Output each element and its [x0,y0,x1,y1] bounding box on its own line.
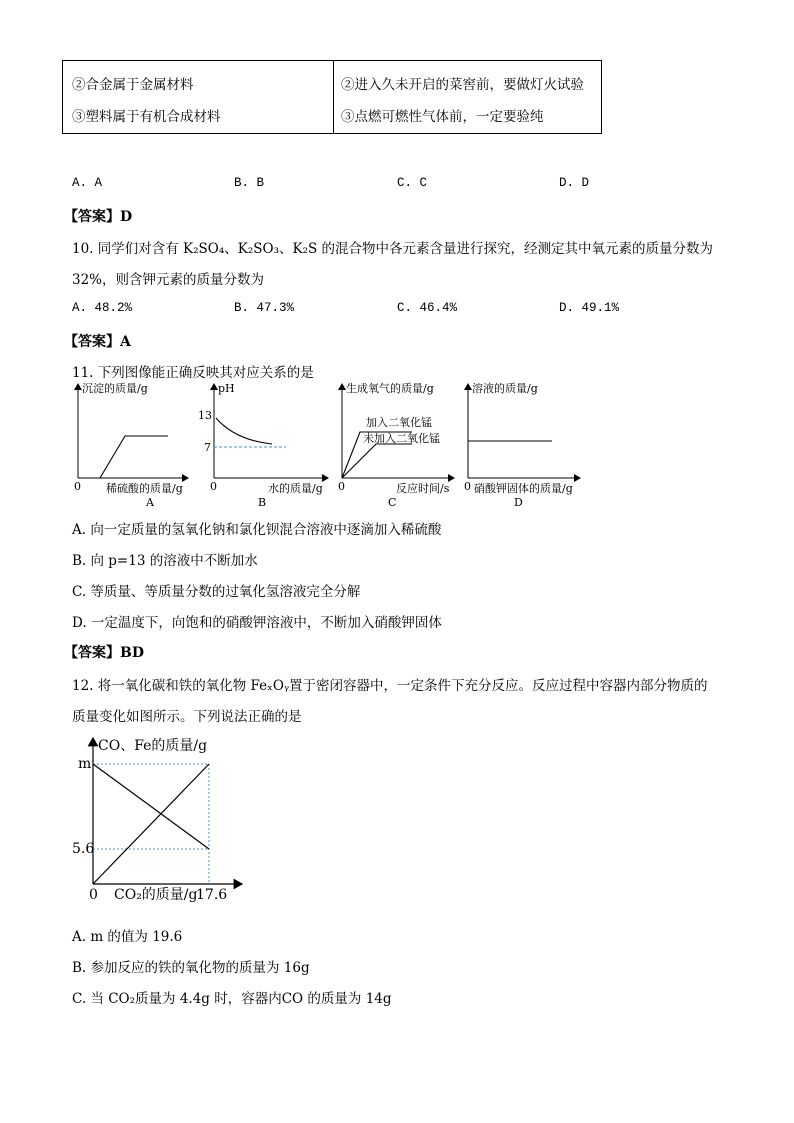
q11-option-b[interactable]: B. 向 p=13 的溶液中不断加水 [72,553,258,569]
graph-b-tick-7: 7 [204,441,211,454]
q12-stem-line-1: 12. 将一氧化碳和铁的氧化物 FeₓOᵧ置于密闭容器中，一定条件下充分反应。反应过程中容器内部分物质的 [72,678,708,694]
graph-a-origin: 0 [74,480,81,493]
graph-c [338,381,454,509]
graph-b-curve [216,418,272,444]
graph-c-xlabel: 反应时间/s [396,482,450,495]
graph-a-xlabel: 稀硫酸的质量/g [106,482,183,495]
q12-graph [72,732,262,904]
graph-b-letter: B [258,496,267,509]
table-cell-right [334,61,602,134]
q10-option-c[interactable]: C. 46.4% [397,301,458,315]
q12-tick-17-6: 17.6 [196,887,228,903]
q9-option-d[interactable]: D. D [559,176,590,190]
table-left-line-2: ③塑料属于有机合成材料 [72,109,221,125]
q12-line-fe [93,764,209,884]
graph-a [74,381,188,509]
q12-option-a[interactable]: A. m 的值为 19.6 [72,929,183,945]
q9-option-a[interactable]: A. A [72,176,103,190]
q11-option-d[interactable]: D. 一定温度下，向饱和的硝酸钾溶液中，不断加入硝酸钾固体 [72,615,442,631]
q12-stem-line-2: 质量变化如图所示。下列说法正确的是 [72,709,302,725]
q11-graphs [60,380,600,510]
q10-answer: 【答案】A [64,334,131,350]
q10-option-d[interactable]: D. 49.1% [559,301,620,315]
graph-a-ylabel: 沉淀的质量/g [82,382,148,395]
q11-option-c[interactable]: C. 等质量、等质量分数的过氧化氢溶液完全分解 [72,584,361,600]
graph-b-xlabel: 水的质量/g [268,482,323,495]
graph-c-label-1: 加入二氧化锰 [366,416,432,429]
q12-ylabel: CO、Fe的质量/g [98,738,208,754]
table-cell-left [63,61,334,134]
q9-option-c[interactable]: C. C [397,176,428,190]
q11-stem: 11. 下列图像能正确反映其对应关系的是 [72,365,314,381]
graph-c-ylabel: 生成氧气的质量/g [346,382,434,395]
q12-option-c[interactable]: C. 当 CO₂质量为 4.4g 时，容器内CO 的质量为 14g [72,991,392,1007]
graph-c-origin: 0 [338,480,345,493]
q12-option-b[interactable]: B. 参加反应的铁的氧化物的质量为 16g [72,960,310,976]
graph-d-letter: D [514,496,523,509]
graph-c-letter: C [388,496,397,509]
graph-b-origin: 0 [210,480,217,493]
graph-a-letter: A [146,496,154,509]
q11-answer: 【答案】BD [64,645,144,661]
q12-tick-m: m [78,756,92,772]
graph-a-line [100,436,168,478]
graph-c-line-no-catalyst [342,444,412,478]
comparison-table [62,60,602,134]
q9-answer: 【答案】D [64,209,133,225]
q12-origin: 0 [89,887,98,903]
q10-option-a[interactable]: A. 48.2% [72,301,133,315]
q11-option-a[interactable]: A. 向一定质量的氢氧化钠和氯化钡混合溶液中逐滴加入稀硫酸 [72,522,442,538]
q12-line-co [93,764,209,849]
graph-d-origin: 0 [464,480,471,493]
graph-d-xlabel: 硝酸钾固体的质量/g [474,482,573,495]
q12-xlabel: CO₂的质量/g [114,887,198,903]
graph-b-tick-13: 13 [198,409,212,422]
graph-b-ylabel: pH [218,382,235,395]
q10-stem-line-2: 32%，则含钾元素的质量分数为 [72,272,265,288]
graph-c-label-2: 未加入二氧化锰 [363,432,440,445]
q10-option-b[interactable]: B. 47.3% [234,301,295,315]
q9-option-b[interactable]: B. B [234,176,265,190]
graph-d [464,381,580,509]
table-left-line-1: ②合金属于金属材料 [72,77,194,93]
q12-tick-5-6: 5.6 [72,841,95,857]
table-right-line-2: ③点燃可燃性气体前，一定要验纯 [341,109,544,125]
graph-b [198,382,328,509]
q10-stem-line-1: 10. 同学们对含有 K₂SO₄、K₂SO₃、K₂S 的混合物中各元素含量进行探究，经测定其中氧元素的质量分数为 [72,241,714,257]
table-right-line-1: ②进入久未开启的菜窖前，要做灯火试验 [341,77,584,93]
graph-d-ylabel: 溶液的质量/g [472,382,538,395]
